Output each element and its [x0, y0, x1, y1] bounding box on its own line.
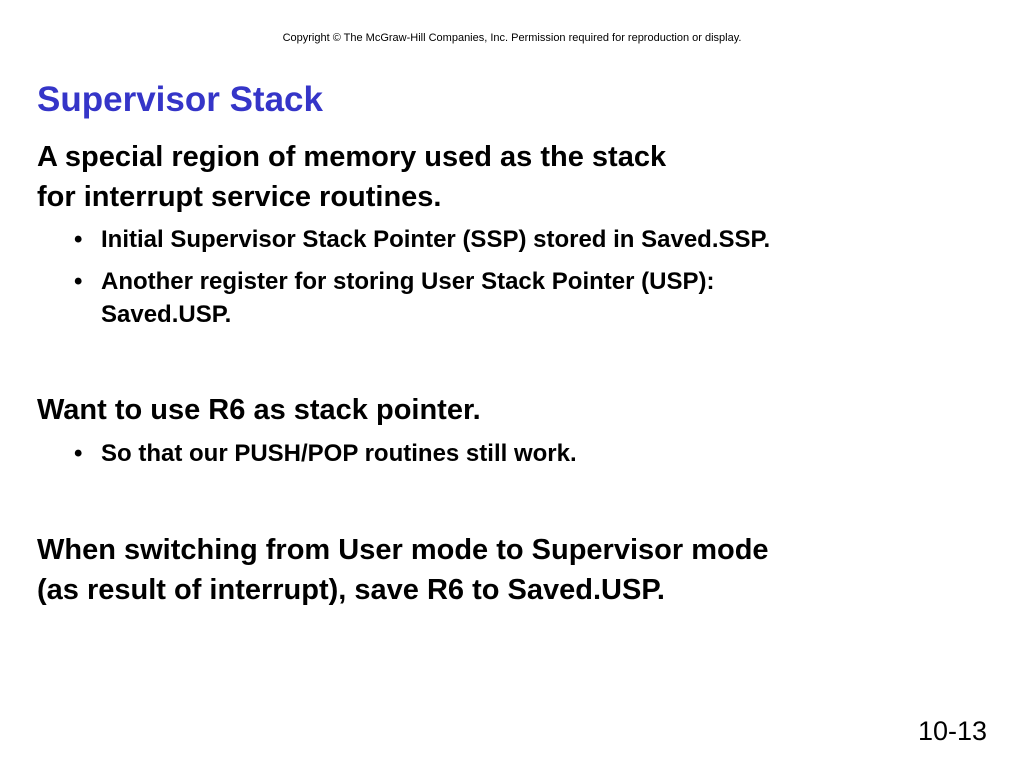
slide-title: Supervisor Stack: [37, 80, 323, 119]
copyright-notice: Copyright © The McGraw-Hill Companies, Inc. Permission required for reproduction or display.: [282, 32, 742, 44]
point-3-line-1: When switching from User mode to Supervisor mode: [37, 534, 769, 566]
bullet-icon: •: [74, 440, 83, 467]
slide-number: 10-13: [917, 716, 987, 746]
bullet-line: So that our PUSH/POP routines still work.: [101, 440, 577, 467]
point-2-bullets: [74, 437, 577, 470]
point-3-line-2: (as result of interrupt), save R6 to Saved.USP.: [37, 574, 665, 606]
point-2-line-1: Want to use R6 as stack pointer.: [37, 394, 481, 426]
bullet-line: Saved.USP.: [101, 301, 232, 328]
point-1-line-1: A special region of memory used as the stack: [37, 141, 667, 173]
bullet-item: [74, 437, 577, 470]
bullet-item: [74, 265, 770, 331]
bullet-icon: •: [74, 226, 83, 253]
bullet-line: Initial Supervisor Stack Pointer (SSP) stored in Saved.SSP.: [101, 226, 771, 253]
point-1-line-2: for interrupt service routines.: [37, 181, 442, 213]
bullet-icon: •: [74, 268, 83, 295]
bullet-item: [74, 223, 770, 256]
point-3: [37, 530, 769, 610]
point-1-bullets: [74, 223, 770, 331]
bullet-line: Another register for storing User Stack Pointer (USP):: [101, 268, 715, 295]
point-1: [37, 137, 666, 217]
point-2: [37, 390, 481, 430]
